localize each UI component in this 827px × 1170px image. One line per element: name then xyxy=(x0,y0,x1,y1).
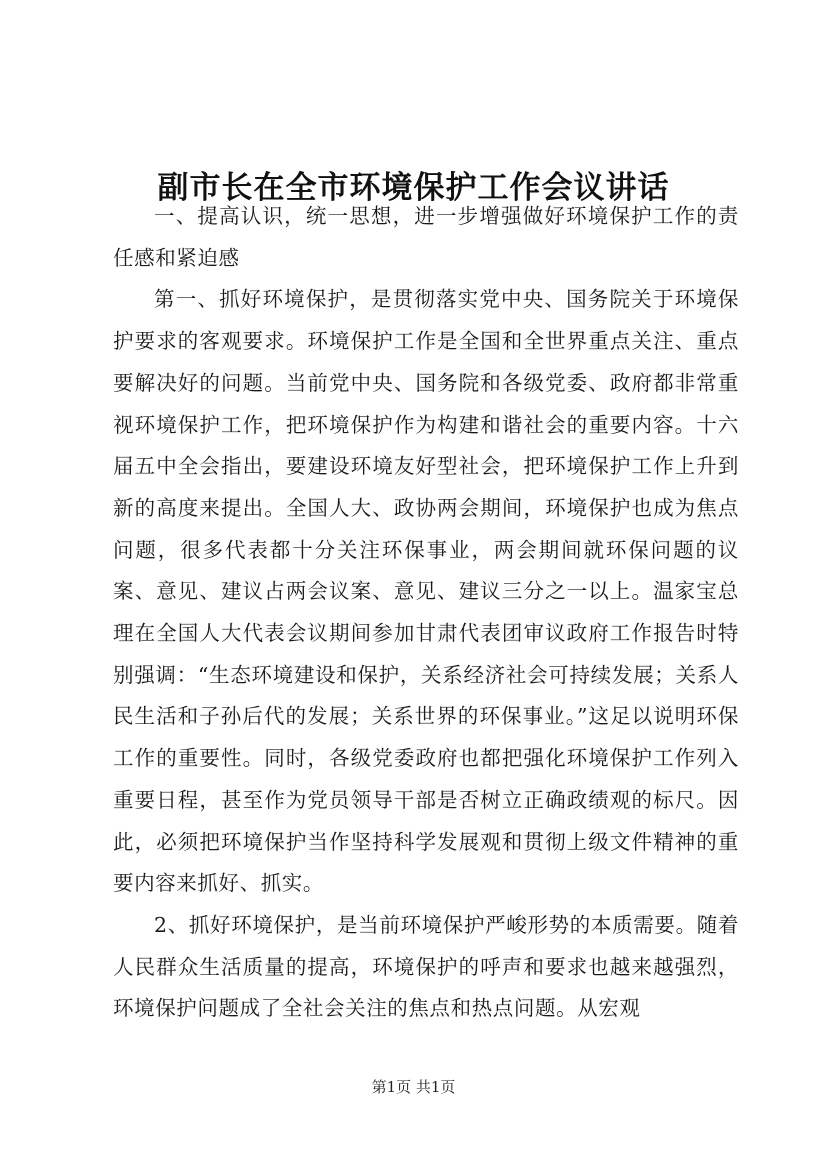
page-footer: 第1页 共1页 xyxy=(371,1078,456,1096)
paragraph-first-point: 第一、抓好环境保护，是贯彻落实党中央、国务院关于环境保护要求的客观要求。环境保护工作是全国和全世界重点关注、重点要解决好的问题。当前党中央、国务院和各级党委、政府都非常重视环境保护工作，把环境保护作为构建和谐社会的重要内容。十六届五中全会指出，要建设环境友好型社会，把环境保护工作上升到新的高度来提出。全国人大、政协两会期间，环境保护也成为焦点问题，很多代表都十分关注环保事业，两会期间就环保问题的议案、意见、建议占两会议案、意见、建议三分之一以上。温家宝总理在全国人大代表会议期间参加甘肃代表团审议政府工作报告时特别强调：“生态环境建设和保护，关系经济社会可持续发展；关系人民生活和子孙后代的发展；关系世界的环保事业。”这足以说明环保工作的重要性。同时，各级党委政府也都把强化环境保护工作列入重要日程，甚至作为党员领导干部是否树立正确政绩观的标尺。因此，必须把环境保护当作坚持科学发展观和贯彻上级文件精神的重要内容来抓好、抓实。 xyxy=(113,287,739,896)
document-body xyxy=(113,196,739,1030)
document-title: 副市长在全市环境保护工作会议讲话 xyxy=(157,169,670,206)
paragraph-section-heading: 一、提高认识，统一思想，进一步增强做好环境保护工作的责任感和紧迫感 xyxy=(113,204,739,270)
paragraph-second-point: 2、抓好环境保护，是当前环境保护严峻形势的本质需要。随着人民群众生活质量的提高，环境保护的呼声和要求也越来越强烈，环境保护问题成了全社会关注的焦点和热点问题。从宏观 xyxy=(113,912,739,1021)
